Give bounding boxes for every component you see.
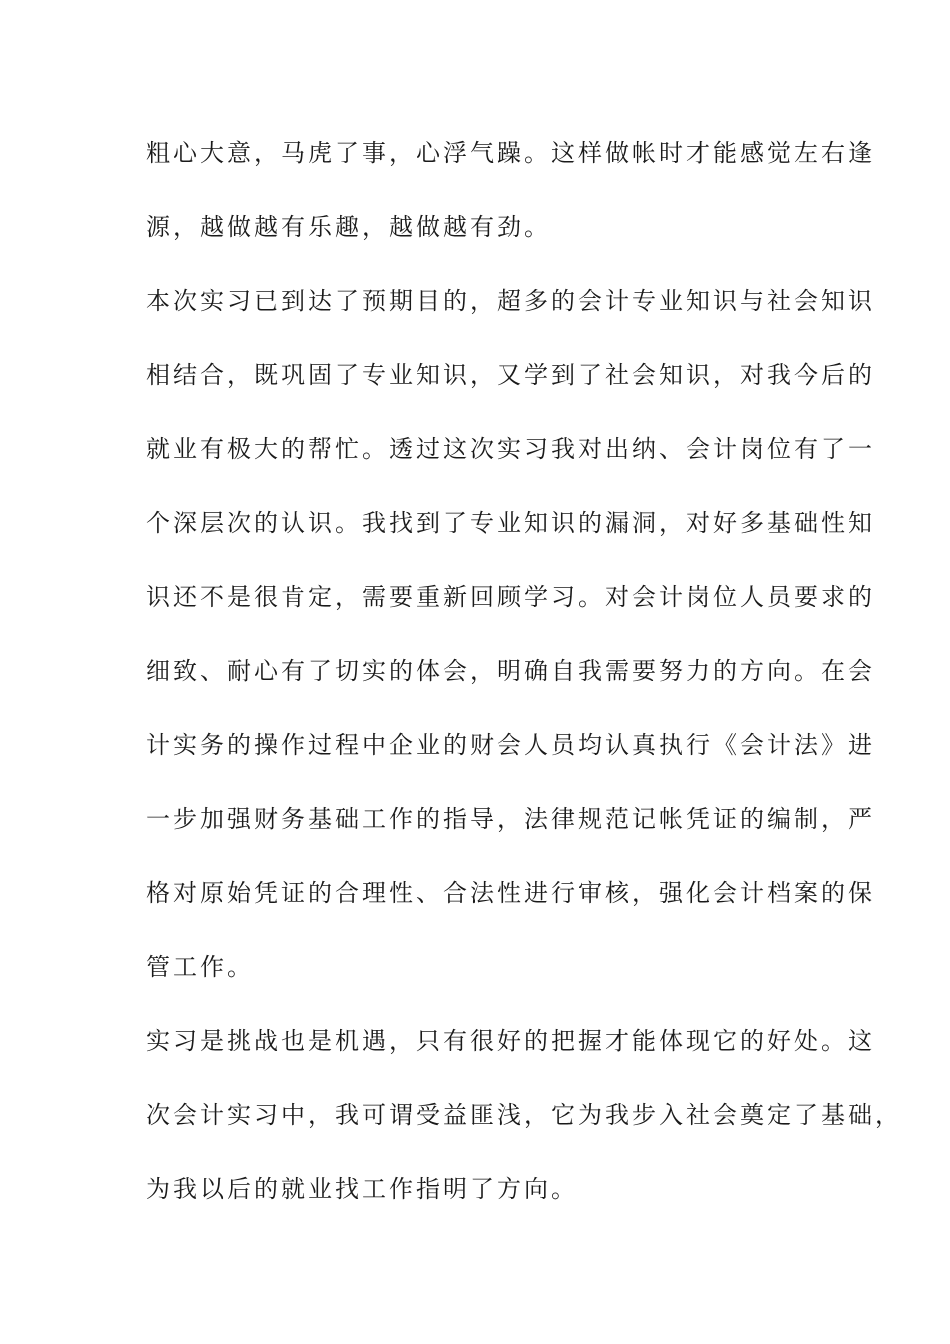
text-line: 计实务的操作过程中企业的财会人员均认真执行《会计法》进 [146, 731, 875, 759]
text-line: 实习是挑战也是机遇，只有很好的把握才能体现它的好处。这 [146, 1027, 875, 1055]
text-line: 相结合，既巩固了专业知识，又学到了社会知识，对我今后的 [146, 361, 875, 389]
text-line: 源，越做越有乐趣，越做越有劲。 [146, 213, 551, 241]
text-line: 就业有极大的帮忙。透过这次实习我对出纳、会计岗位有了一 [146, 435, 875, 463]
text-line: 个深层次的认识。我找到了专业知识的漏洞，对好多基础性知 [146, 509, 875, 537]
text-line: 格对原始凭证的合理性、合法性进行审核，强化会计档案的保 [146, 879, 875, 907]
text-line: 为我以后的就业找工作指明了方向。 [146, 1175, 578, 1203]
text-line: 本次实习已到达了预期目的，超多的会计专业知识与社会知识 [146, 287, 875, 315]
text-line: 细致、耐心有了切实的体会，明确自我需要努力的方向。在会 [146, 657, 875, 685]
text-line: 识还不是很肯定，需要重新回顾学习。对会计岗位人员要求的 [146, 583, 875, 611]
document-body [146, 133, 902, 1243]
text-line: 粗心大意，马虎了事，心浮气躁。这样做帐时才能感觉左右逢 [146, 139, 875, 167]
text-line: 次会计实习中，我可谓受益匪浅，它为我步入社会奠定了基础， [146, 1101, 902, 1129]
text-line: 管工作。 [146, 953, 254, 981]
text-line: 一步加强财务基础工作的指导，法律规范记帐凭证的编制，严 [146, 805, 875, 833]
